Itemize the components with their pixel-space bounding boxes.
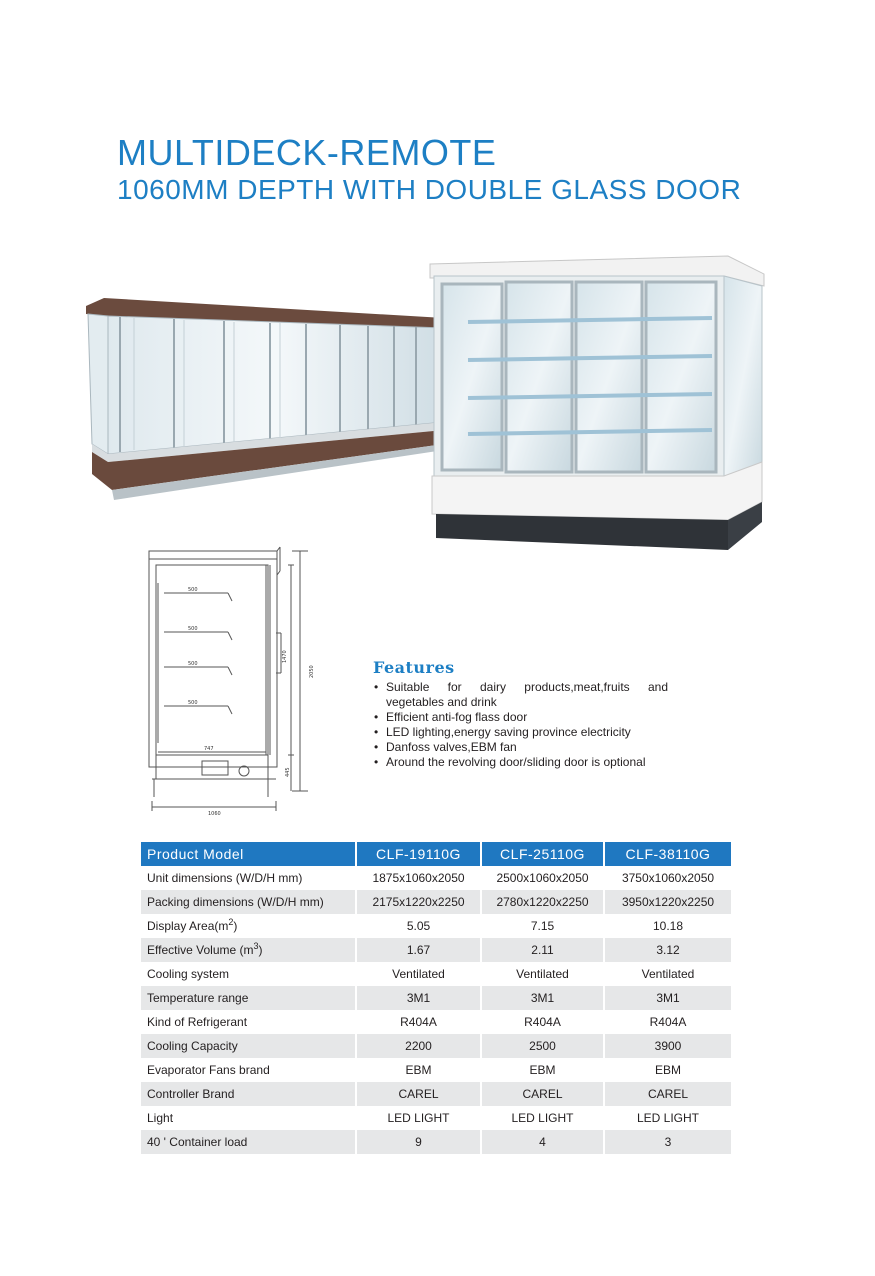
shelf-depth-label: 500 — [188, 661, 198, 667]
cell: 2175x1220x2250 — [356, 890, 481, 914]
cell: EBM — [604, 1058, 731, 1082]
product-photo-double-door-cabinet — [428, 252, 768, 552]
cell: 3750x1060x2050 — [604, 866, 731, 890]
spec-table-header — [141, 842, 731, 866]
technical-drawing — [136, 543, 336, 818]
table-row — [141, 1010, 731, 1034]
cell: EBM — [356, 1058, 481, 1082]
table-row — [141, 962, 731, 986]
features-title: Features — [373, 658, 455, 677]
row-label: Packing dimensions (W/D/H mm) — [141, 890, 356, 914]
header-product-model: Product Model — [141, 842, 356, 866]
table-row — [141, 1082, 731, 1106]
features-section — [373, 658, 693, 770]
cell: Ventilated — [481, 962, 604, 986]
table-row — [141, 1130, 731, 1154]
table-row — [141, 1058, 731, 1082]
table-row — [141, 890, 731, 914]
table-row — [141, 866, 731, 890]
shelf-depth-label: 500 — [188, 700, 198, 706]
cell: CAREL — [604, 1082, 731, 1106]
cell: 2500x1060x2050 — [481, 866, 604, 890]
cell: LED LIGHT — [481, 1106, 604, 1130]
cell: 3M1 — [604, 986, 731, 1010]
row-label: Cooling system — [141, 962, 356, 986]
table-row — [141, 938, 731, 962]
cell: Ventilated — [604, 962, 731, 986]
shelf-depth-label: 500 — [188, 587, 198, 593]
spec-table — [141, 842, 731, 1154]
cell: R404A — [356, 1010, 481, 1034]
table-row — [141, 1034, 731, 1058]
cell: 1.67 — [356, 938, 481, 962]
features-list — [373, 680, 693, 770]
base-height-label: 445 — [285, 767, 291, 777]
row-label: Controller Brand — [141, 1082, 356, 1106]
feature-item: • Efficient anti-fog flass door — [373, 710, 693, 725]
row-label: Effective Volume $(m^3)$ — [141, 938, 356, 962]
row-label: Cooling Capacity — [141, 1034, 356, 1058]
cell: CAREL — [481, 1082, 604, 1106]
header-model-1: CLF-19110G — [356, 842, 481, 866]
cell: 5.05 — [356, 914, 481, 938]
overall-depth-label: 1060 — [208, 811, 221, 817]
feature-item: • Around the revolving door/sliding door is optional — [373, 755, 693, 770]
cell: 10.18 — [604, 914, 731, 938]
product-photo-long-multideck — [84, 294, 444, 508]
cell: R404A — [604, 1010, 731, 1034]
shelf-depth-label: 500 — [188, 626, 198, 632]
cell: 2.11 — [481, 938, 604, 962]
page-title: MULTIDECK-REMOTE — [117, 132, 497, 173]
cell: EBM — [481, 1058, 604, 1082]
cell: 7.15 — [481, 914, 604, 938]
table-row — [141, 1106, 731, 1130]
cell: 1875x1060x2050 — [356, 866, 481, 890]
inner-width-label: 747 — [204, 746, 214, 752]
row-label: Evaporator Fans brand — [141, 1058, 356, 1082]
cell: 9 — [356, 1130, 481, 1154]
cell: 4 — [481, 1130, 604, 1154]
row-label: 40 ' Container load — [141, 1130, 356, 1154]
row-label: Unit dimensions (W/D/H mm) — [141, 866, 356, 890]
cell: 3950x1220x2250 — [604, 890, 731, 914]
feature-item: • LED lighting,energy saving province electricity — [373, 725, 693, 740]
cell: 2200 — [356, 1034, 481, 1058]
inner-height-label: 1470 — [282, 650, 288, 663]
table-row — [141, 986, 731, 1010]
cell: LED LIGHT — [604, 1106, 731, 1130]
cell: CAREL — [356, 1082, 481, 1106]
cell: 3 — [604, 1130, 731, 1154]
row-label: Kind of Refrigerant — [141, 1010, 356, 1034]
row-label: Temperature range — [141, 986, 356, 1010]
cell: 3900 — [604, 1034, 731, 1058]
cell: 2780x1220x2250 — [481, 890, 604, 914]
total-height-label: 2050 — [309, 665, 315, 678]
feature-item: • Suitable for dairy products,meat,fruits and vegetables and drink — [373, 680, 668, 710]
cell: R404A — [481, 1010, 604, 1034]
cell: 3M1 — [356, 986, 481, 1010]
page-subtitle: 1060MM DEPTH WITH DOUBLE GLASS DOOR — [117, 174, 742, 205]
cell: Ventilated — [356, 962, 481, 986]
cell: 3.12 — [604, 938, 731, 962]
table-row — [141, 914, 731, 938]
cell: LED LIGHT — [356, 1106, 481, 1130]
row-label: Display $Area(m^2)$ — [141, 914, 356, 938]
header-model-2: CLF-25110G — [481, 842, 604, 866]
cell: 3M1 — [481, 986, 604, 1010]
cell: 2500 — [481, 1034, 604, 1058]
row-label: Light — [141, 1106, 356, 1130]
feature-item: • Danfoss valves,EBM fan — [373, 740, 693, 755]
header-model-3: CLF-38110G — [604, 842, 731, 866]
